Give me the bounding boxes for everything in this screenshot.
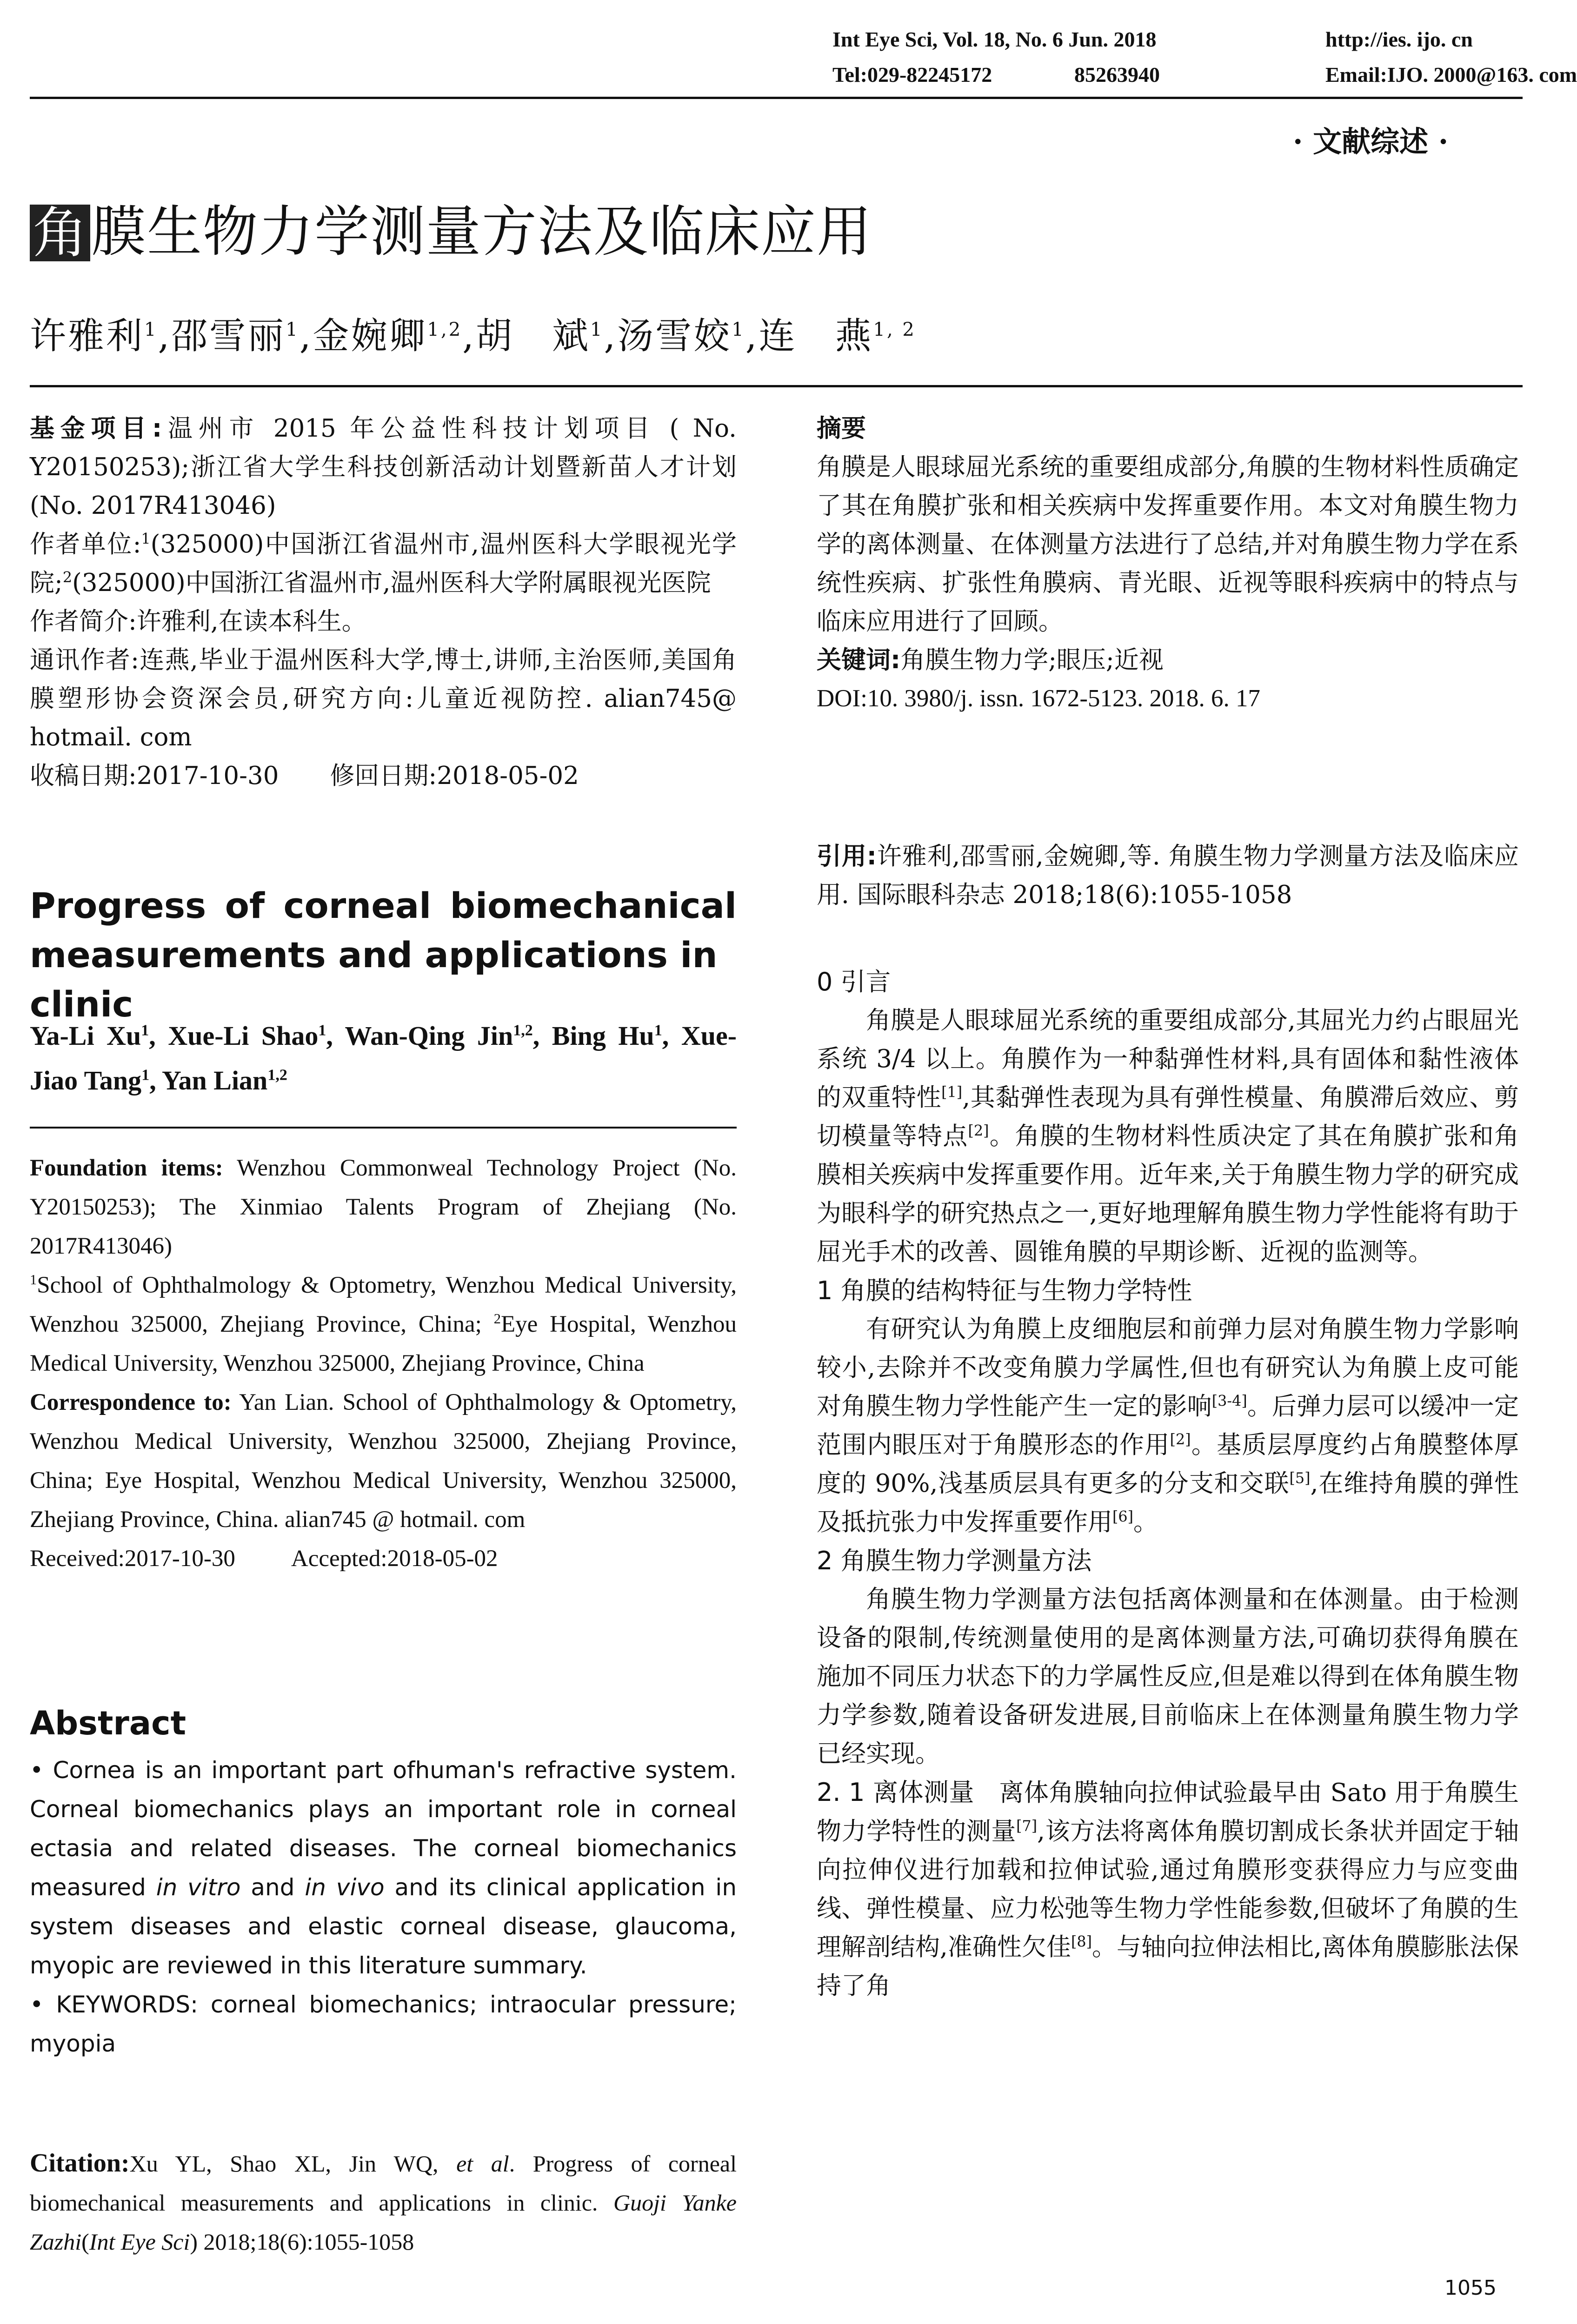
body-text (817, 963, 1519, 2005)
author-name: 胡 斌 (475, 315, 590, 357)
paper-title-cn: 膜生物力学测量方法及临床应用 (91, 199, 873, 264)
funding-cn (30, 409, 737, 525)
author-aff: 1,2 (427, 319, 463, 340)
citation-cn (817, 837, 1519, 914)
citation-en-journal: Guoji Yanke Zazhi (30, 2190, 737, 2255)
foundation-en (30, 1149, 737, 1266)
text-run: 有研究认为角膜上皮细胞层和前弹力层对角膜生物力学影响较小,去除并不改变角膜力学属性,但也有研究认为角膜上皮可能对角膜生物力学性能产生一定的影响 (817, 1315, 1519, 1421)
abstract-cn-heading: 摘要 (817, 414, 866, 443)
author-aff: 1 (590, 319, 604, 340)
affiliation-label: 作者单位: (30, 530, 141, 558)
citation-en-text: . Progress of corneal biomechanical measurements and applications in clinic. (30, 2151, 737, 2216)
title-initial-char: 角 (30, 205, 90, 261)
section-2-1-heading: 2. 1 离体测量 (817, 1778, 974, 1807)
section-2-paragraph: 角膜生物力学测量方法包括离体测量和在体测量。由于检测设备的限制,传统测量使用的是离体测量方法,可确切获得角膜在施加不同压力状态下的力学属性反应,但是难以得到在体角膜生物力学参数,随着设备研发进展,目前临床上在体测量角膜生物力学已经实现。 (817, 1585, 1519, 1768)
affiliation-text-1: (325000)中国浙江省温州市,温州医科大学眼视光学院; (30, 530, 737, 597)
author-aff: 1, 2 (873, 319, 916, 340)
title-en-line1: Progress of corneal biomechanical (30, 885, 737, 926)
reference-mark: [3-4] (1211, 1392, 1247, 1410)
author-name: Xue-Jiao Tang (30, 1021, 737, 1096)
abstract-en-part: • Cornea is an important part ofhuman's refractive system. Corneal biomechanics plays an important role in corneal ectasia and related diseases. The corneal biomechanics measured (30, 1757, 737, 1901)
reference-mark: [8] (1071, 1933, 1092, 1951)
paper-title-en (30, 881, 737, 1029)
citation-en-tail: ) 2018;18(6):1055-1058 (190, 2229, 414, 2255)
doi: DOI:10. 3980/j. issn. 1672-5123. 2018. 6. 17 (817, 685, 1260, 712)
title-en-line2: measurements and applications in clinic (30, 934, 718, 1025)
text-run: 。 (1133, 1508, 1158, 1536)
authors-en: Ya-Li Xu$^1$, Xue-Li Shao$^1$, Wan-Qing Jin$^{1,2}$, Bing Hu$^1$, Xue-Jiao Tang$^1$, Yan Lian$^{1,2}$ (30, 1021, 737, 1096)
correspondence-en-text: Yan Lian. School of Ophthalmology & Optometry, Wenzhou Medical University, Wenzhou 325000, Zhejiang Province, China; Eye Hospital, Wenzhou Medical University, Wenzhou 325000, Zhejiang Province, China. alian745 @ hotmail. com (30, 1389, 737, 1533)
author-intro-label: 作者简介: (30, 607, 137, 636)
text-run: 角膜是人眼球屈光系统的重要组成部分,其屈光力约占眼屈光系统 3/4 以上。角膜作为一种黏弹性材料,具有固体和黏性液体的双重特性 (817, 1006, 1519, 1112)
keywords-cn (817, 641, 1519, 679)
reference-mark: [7] (1016, 1817, 1038, 1835)
author-aff: 1 (654, 1022, 662, 1039)
abstract-cn (817, 409, 1519, 718)
received-en: Received:2017-10-30 (30, 1546, 235, 1572)
revised-label: 修回日期: (330, 762, 437, 790)
abstract-en-part: and its clinical application in system diseases and elastic corneal disease, glaucoma, myopic are reviewed in this literature summary. (30, 1874, 737, 1979)
author-aff: 1,2 (267, 1066, 287, 1084)
authors-cn: 许雅利$^1$,邵雪丽$^1$,金婉卿$^{1,2}$,胡 斌$^1$,汤雪姣$^1$,连 燕$^{1, 2}$ (30, 315, 916, 357)
citation-en-authors: Xu YL, Shao XL, Jin WQ, (129, 2151, 457, 2177)
received-label: 收稿日期: (30, 762, 137, 790)
text-run: 。与轴向拉伸法相比,离体角膜膨胀法保持了角 (817, 1933, 1519, 2000)
author-intro-text: 许雅利,在读本科生。 (136, 607, 366, 636)
citation-cn-text: 许雅利,邵雪丽,金婉卿,等. 角膜生物力学测量方法及临床应用. 国际眼科杂志 2018;18(6):1055-1058 (817, 842, 1519, 909)
correspondence-en-label: Correspondence to: (30, 1389, 232, 1415)
author-aff: 1 (286, 319, 299, 340)
affiliation-en-2: Eye Hospital, Wenzhou Medical University, Wenzhou 325000, Zhejiang Province, China (30, 1311, 737, 1376)
foundation-label: Foundation items: (30, 1155, 223, 1181)
correspondence-label: 通讯作者: (30, 646, 140, 674)
section-0-heading: 0 引言 (817, 967, 891, 996)
text-run: 。后弹力层可以缓冲一定范围内眼压对于角膜形态的作用 (817, 1392, 1519, 1459)
affiliation-cn: 作者单位:$^1$(325000)中国浙江省温州市,温州医科大学眼视光学院;$^2$(325000)中国浙江省温州市,温州医科大学附属眼视光医院 (30, 530, 737, 597)
citation-en-label: Citation: (30, 2149, 130, 2178)
in-vivo-term: in vivo (305, 1874, 385, 1901)
revised-date: 2018-05-02 (437, 762, 579, 790)
article-meta-en (30, 1149, 737, 1578)
author-name: Wan-Qing Jin (345, 1021, 513, 1051)
affiliation-en-1: School of Ophthalmology & Optometry, Wenzhou Medical University, Wenzhou 325000, Zhejiang Province, China; (30, 1272, 737, 1337)
journal-header-line1 (832, 27, 1473, 52)
author-name: 汤雪姣 (617, 315, 732, 357)
dates-en (30, 1539, 737, 1578)
citation-en-journal-abbr: Int Eye Sci (89, 2229, 190, 2255)
correspondence-text: 连燕,毕业于温州医科大学,博士,讲师,主治医师,美国角膜塑形协会资深会员,研究方向:儿童近视防控. alian745@ hotmail. com (30, 646, 737, 751)
correspondence-cn (30, 641, 737, 757)
author-name: 连 燕 (759, 315, 873, 357)
received-date: 2017-10-30 (136, 762, 279, 790)
authors-rule (30, 1127, 737, 1129)
author-name: 许雅利 (30, 315, 145, 357)
text-run: ,其黏弹性表现为具有弹性模量、角膜滞后效应、剪切模量等特点 (817, 1083, 1519, 1150)
text-run: ,在维持角膜的弹性及抵抗张力中发挥重要作用 (817, 1469, 1519, 1536)
reference-mark: [6] (1112, 1508, 1134, 1526)
dates-cn (30, 757, 737, 795)
reference-mark: [2] (1170, 1431, 1191, 1448)
section-label: · 文献综述 · (1293, 125, 1449, 159)
correspondence-en (30, 1383, 737, 1539)
header-rule (30, 97, 1523, 99)
section-2-heading: 2 角膜生物力学测量方法 (817, 1546, 1092, 1575)
abstract-en-text (30, 1751, 737, 1985)
journal-tel2: 85263940 (1074, 63, 1160, 86)
keywords-cn-label: 关键词: (817, 646, 901, 674)
keywords-cn-text: 角膜生物力学;眼压;近视 (900, 646, 1164, 674)
author-aff: 1 (318, 1022, 326, 1039)
reference-mark: [5] (1289, 1469, 1311, 1487)
section-0-paragraph (817, 1001, 1519, 1271)
abstract-en-part: and (240, 1874, 305, 1901)
text-run: 离体角膜轴向拉伸试验最早由 Sato 用于角膜生物力学特性的测量 (817, 1779, 1519, 1846)
citation-cn-label: 引用: (817, 842, 877, 870)
author-aff: 1 (141, 1066, 150, 1084)
author-name: Yan Lian (162, 1065, 268, 1096)
affiliation-text-2: (325000)中国浙江省温州市,温州医科大学附属眼视光医院 (72, 569, 711, 597)
journal-header-line2 (832, 62, 1577, 87)
abstract-cn-text: 角膜是人眼球屈光系统的重要组成部分,角膜的生物材料性质确定了其在角膜扩张和相关疾病中发挥重要作用。本文对角膜生物力学的离体测量、在体测量方法进行了总结,并对角膜生物力学在系统性疾病、扩张性角膜病、青光眼、近视等眼科疾病中的特点与临床应用进行了回顾。 (817, 453, 1519, 636)
text-run: 。基质层厚度约占角膜整体厚度的 90%,浅基质层具有更多的分支和交联 (817, 1431, 1519, 1498)
text-run: ,该方法将离体角膜切割成长条状并固定于轴向拉伸仪进行加载和拉伸试验,通过角膜形变获得应力与应变曲线、弹性模量、应力松弛等生物力学性能参数,但破坏了角膜的生理解剖结构,准确性欠佳 (817, 1817, 1519, 1961)
author-name: 金婉卿 (313, 315, 427, 357)
in-vitro-term: in vitro (156, 1874, 241, 1901)
text-run: 。角膜的生物材料性质决定了其在角膜扩张和角膜相关疾病中发挥重要作用。近年来,关于角膜生物力学的研究成为眼科学的研究热点之一,更好地理解角膜生物力学性能将有助于屈光手术的改善、圆锥角膜的早期诊断、近视的监测等。 (817, 1122, 1519, 1266)
author-aff: 1 (141, 1022, 149, 1039)
section-1-paragraph (817, 1310, 1519, 1541)
author-aff: 1 (732, 319, 745, 340)
accepted-en: Accepted:2018-05-02 (291, 1546, 498, 1572)
article-meta-cn (30, 409, 737, 795)
section-1-heading: 1 角膜的结构特征与生物力学特性 (817, 1276, 1192, 1305)
author-name: 邵雪丽 (171, 315, 286, 357)
author-name: Ya-Li Xu (30, 1021, 141, 1051)
author-aff: 1 (144, 319, 158, 340)
author-name: Bing Hu (552, 1021, 654, 1051)
affiliation-en: $^1$School of Ophthalmology & Optometry, Wenzhou Medical University, Wenzhou 325000, Zhejiang Province, China; $^2$Eye Hospital, Wenzhou Medical University, Wenzhou 325000, Zhejiang Province, China (30, 1272, 737, 1376)
section-2-1-paragraph (817, 1773, 1519, 2005)
author-intro-cn (30, 602, 737, 641)
keywords-en: • KEYWORDS: corneal biomechanics; intraocular pressure; myopia (30, 1991, 737, 2057)
title-rule (30, 385, 1523, 387)
funding-text: 温州市 2015 年公益性科技计划项目 ( No. Y20150253);浙江省大学生科技创新活动计划暨新苗人才计划(No. 2017R413046) (30, 414, 737, 520)
citation-en-etal: et al (456, 2151, 509, 2177)
abstract-heading-en: Abstract (30, 1704, 186, 1742)
funding-label: 基金项目: (30, 414, 162, 443)
journal-url: http://ies. ijo. cn (1325, 27, 1473, 51)
author-aff: 1,2 (513, 1022, 533, 1039)
foundation-text: Wenzhou Commonweal Technology Project (No. Y20150253); The Xinmiao Talents Program of Zhejiang (No. 2017R413046) (30, 1155, 737, 1259)
citation-en: Citation:Xu YL, Shao XL, Jin WQ, et al. Progress of corneal biomechanical measurements and applications in clinic. Guoji Yanke Zazhi(Int Eye Sci) 2018;18(6):1055-1058 (30, 2149, 737, 2255)
author-name: Xue-Li Shao (168, 1021, 319, 1051)
journal-tel: Tel:029-82245172 (832, 63, 992, 86)
reference-mark: [2] (968, 1122, 989, 1140)
page-number: 1055 (1444, 2276, 1497, 2300)
journal-info: Int Eye Sci, Vol. 18, No. 6 Jun. 2018 (832, 27, 1157, 51)
reference-mark: [1] (941, 1083, 963, 1101)
journal-email: Email:IJO. 2000@163. com (1325, 63, 1577, 86)
abstract-en (30, 1751, 737, 2063)
